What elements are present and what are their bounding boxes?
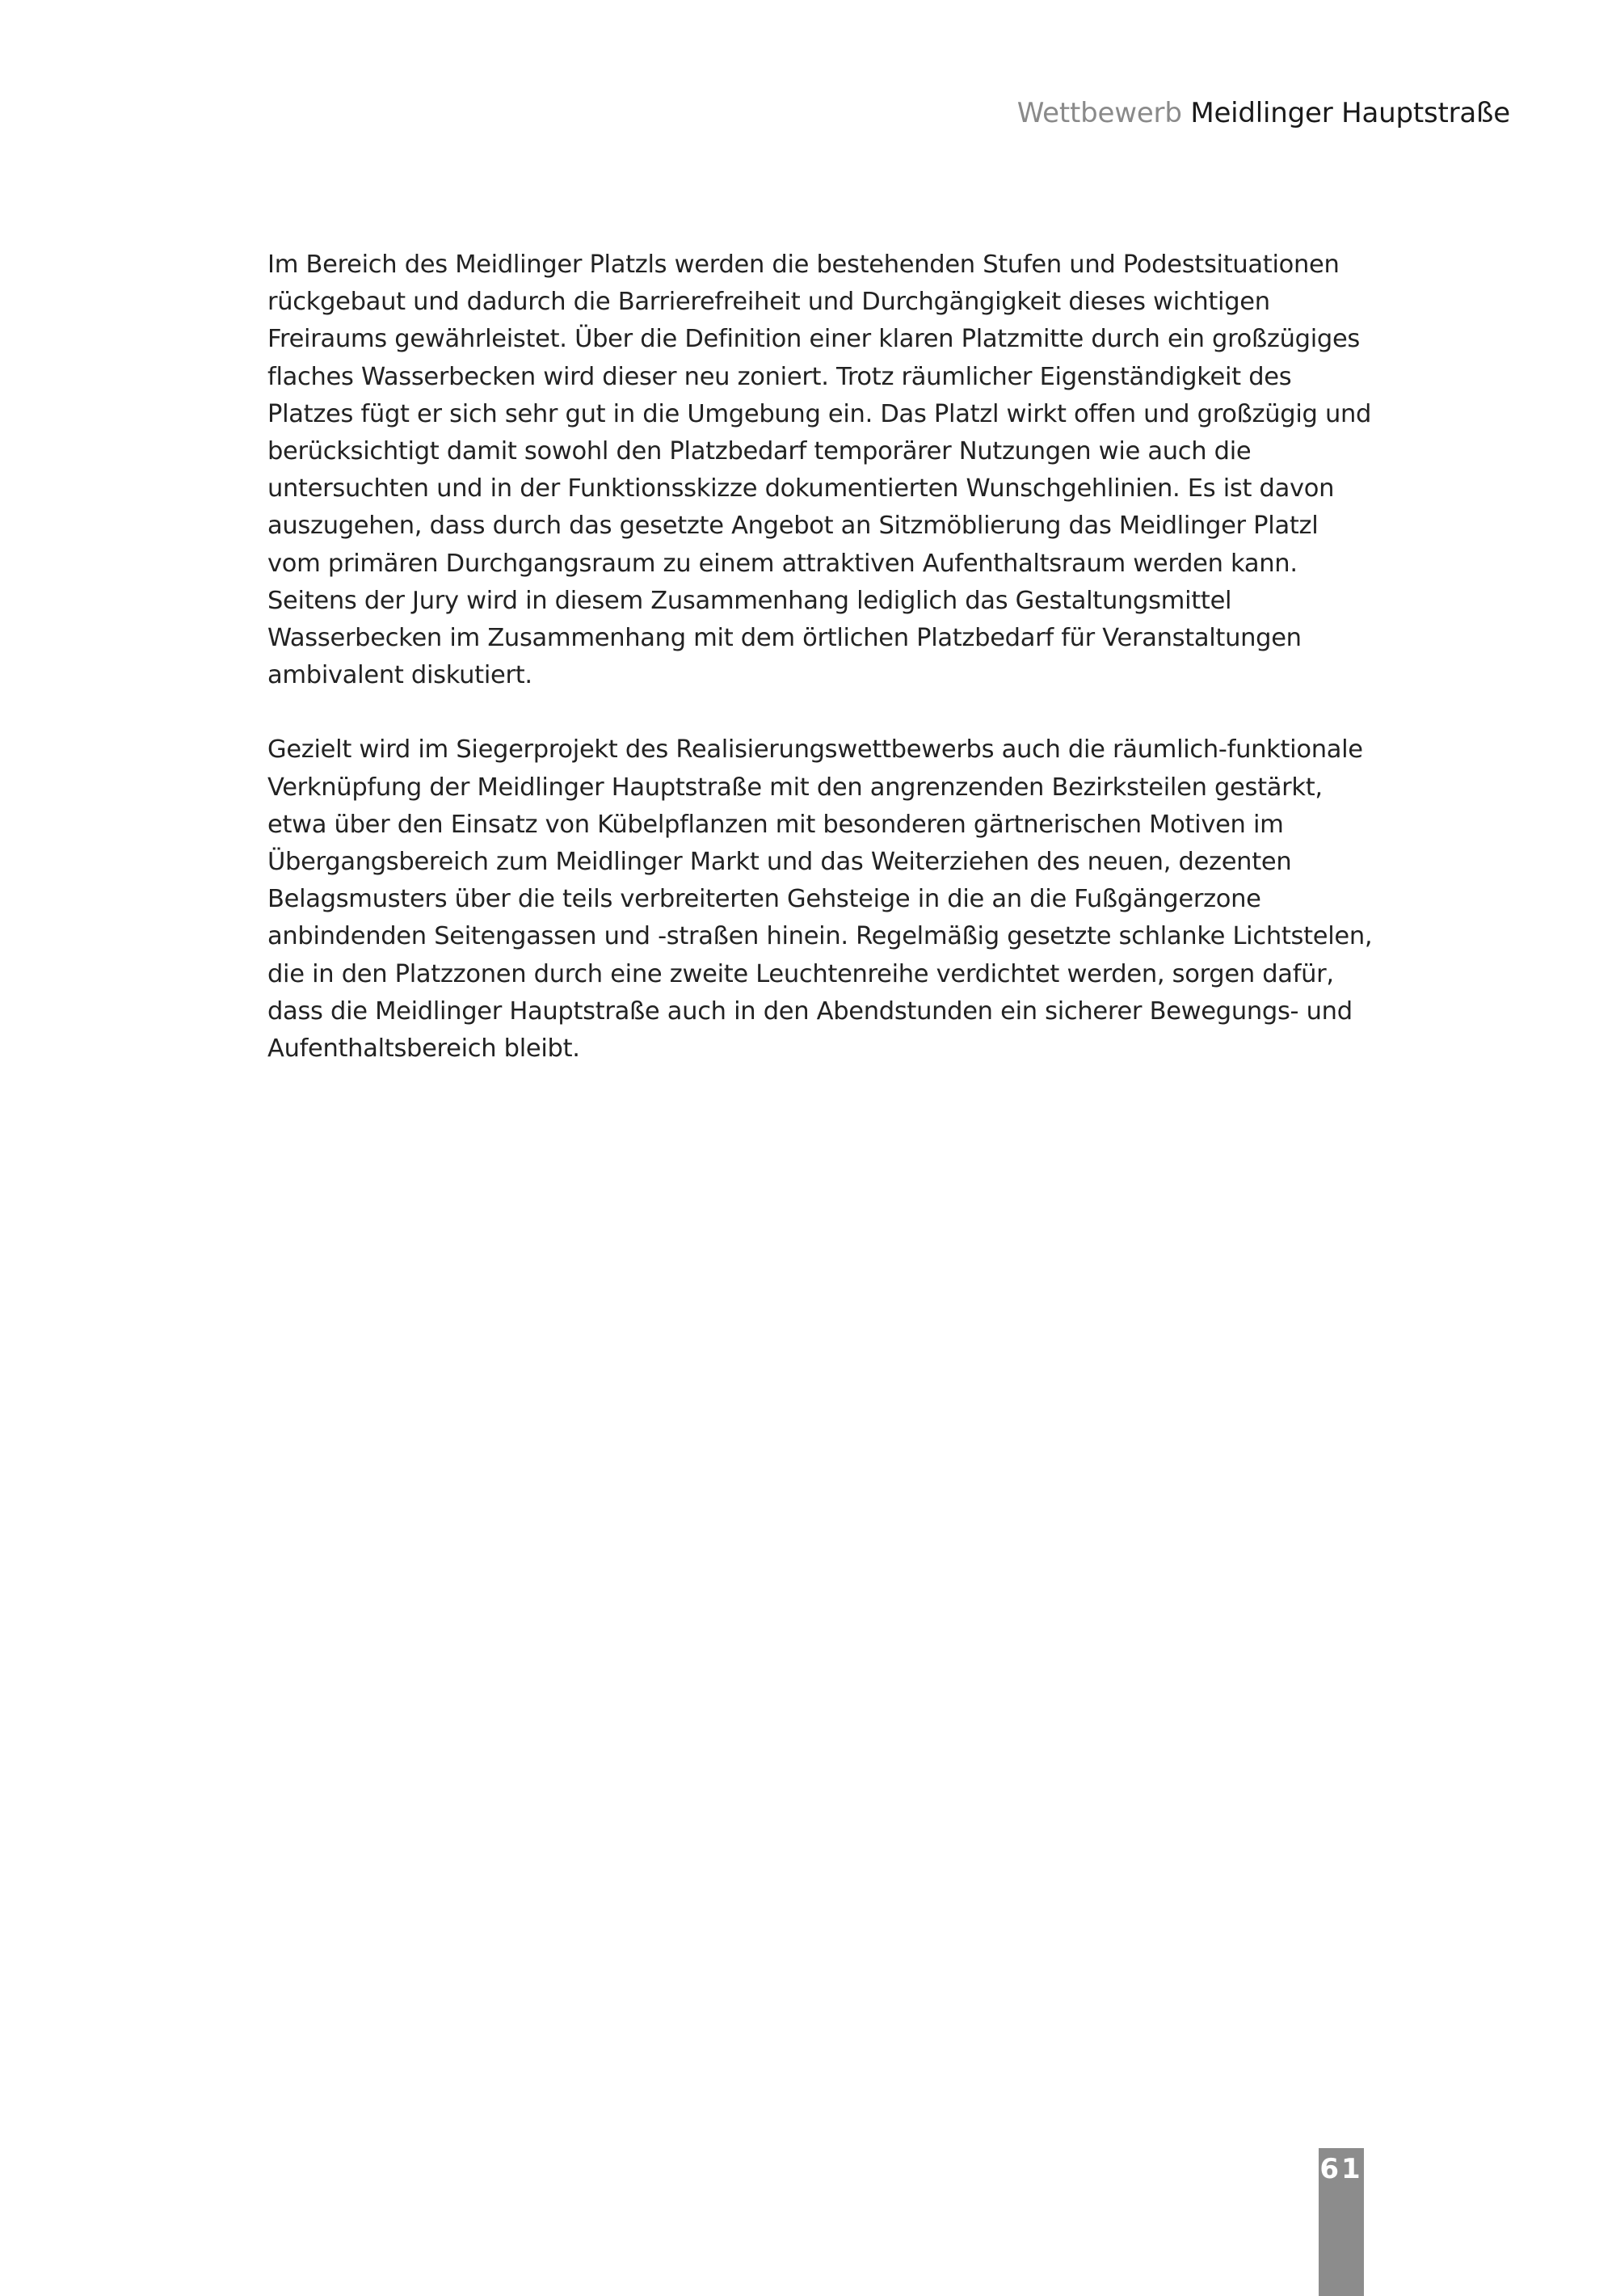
page-number-tab xyxy=(1319,2148,1364,2296)
paragraph: Im Bereich des Meidlinger Platzls werden die bestehenden Stufen und Podestsituationen rückgebaut und dadurch die Barrierefreiheit und Durchgängigkeit dieses wichtigen Freiraums gewährleistet. Über die Definition einer klaren Platzmitte durch ein großzügiges flaches Wasserbecken wird dieser neu zoniert. Trotz räumlicher Eigenständigkeit des Platzes fügt er sich sehr gut in die Umgebung ein. Das Platzl wirkt offen und großzügig und berücksichtigt damit sowohl den Platzbedarf temporärer Nutzungen wie auch die untersuchten und in der Funktionsskizze dokumentierten Wunschgehlinien. Es ist davon auszugehen, dass durch das gesetzte Angebot an Sitzmöblierung das Meidlinger Platzl vom primären Durchgangsraum zu einem attraktiven Aufenthaltsraum werden kann. Seitens der Jury wird in diesem Zusammenhang lediglich das Gestaltungsmittel Wasserbecken im Zusammenhang mit dem örtlichen Platzbedarf für Veranstaltungen ambivalent diskutiert. xyxy=(267,251,1372,690)
header-prefix: Wettbewerb xyxy=(1016,97,1182,129)
paragraph: Gezielt wird im Siegerprojekt des Realisierungswettbewerbs auch die räumlich-funktionale Verknüpfung der Meidlinger Hauptstraße mit den angrenzenden Bezirksteilen gestärkt, etwa über den Einsatz von Kübelpflanzen mit besonderen gärtnerischen Motiven im Übergangsbereich zum Meidlinger Markt und das Weiterziehen des neuen, dezenten Belagsmusters über die teils verbreiterten Gehsteige in die an die Fußgängerzone anbindenden Seitengassen und -straßen hinein. Regelmäßig gesetzte schlanke Lichtstelen, die in den Platzzonen durch eine zweite Leuchtenreihe verdichtet werden, sorgen dafür, dass die Meidlinger Hauptstraße auch in den Abendstunden ein sicherer Bewegungs- und Aufenthaltsbereich bleibt. xyxy=(267,735,1373,1064)
running-header xyxy=(1017,95,1510,131)
header-title: Meidlinger Hauptstraße xyxy=(1190,97,1510,129)
page-number: 61 xyxy=(1319,2153,1363,2185)
body-text xyxy=(267,246,1373,1068)
